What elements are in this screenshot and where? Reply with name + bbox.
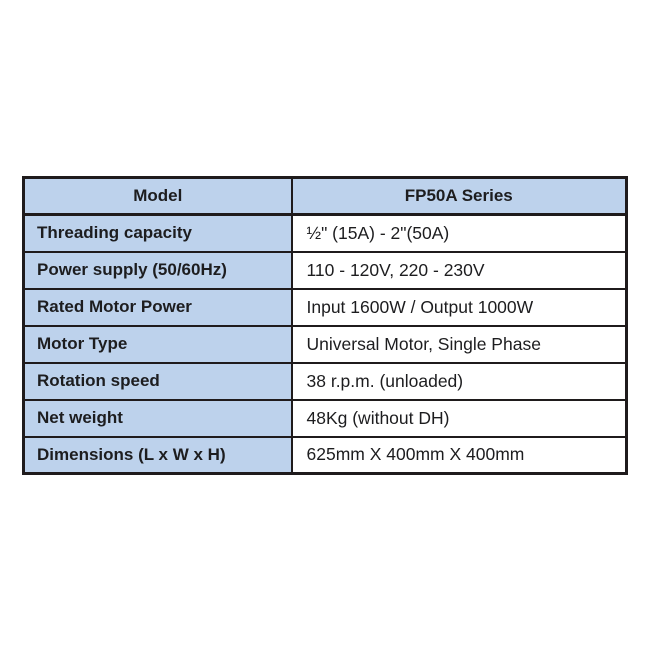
table-row [24, 400, 627, 437]
row-value: 110 - 120V, 220 - 230V [292, 252, 627, 289]
row-value: 625mm X 400mm X 400mm [292, 437, 627, 474]
table-row [24, 215, 627, 252]
row-label: Threading capacity [24, 215, 292, 252]
table-row [24, 326, 627, 363]
row-value: Universal Motor, Single Phase [292, 326, 627, 363]
table-header-row [24, 178, 627, 215]
table-row [24, 252, 627, 289]
product-spec-table [22, 176, 628, 475]
table-row [24, 437, 627, 474]
header-model-label: Model [24, 178, 292, 215]
row-value: 48Kg (without DH) [292, 400, 627, 437]
row-label: Net weight [24, 400, 292, 437]
row-label: Rotation speed [24, 363, 292, 400]
table-row [24, 363, 627, 400]
row-label: Dimensions (L x W x H) [24, 437, 292, 474]
row-value: 38 r.p.m. (unloaded) [292, 363, 627, 400]
header-model-value: FP50A Series [292, 178, 627, 215]
row-label: Rated Motor Power [24, 289, 292, 326]
row-label: Power supply (50/60Hz) [24, 252, 292, 289]
row-value: ½" (15A) - 2"(50A) [292, 215, 627, 252]
row-value: Input 1600W / Output 1000W [292, 289, 627, 326]
row-label: Motor Type [24, 326, 292, 363]
table-row [24, 289, 627, 326]
spec-table [22, 176, 628, 475]
